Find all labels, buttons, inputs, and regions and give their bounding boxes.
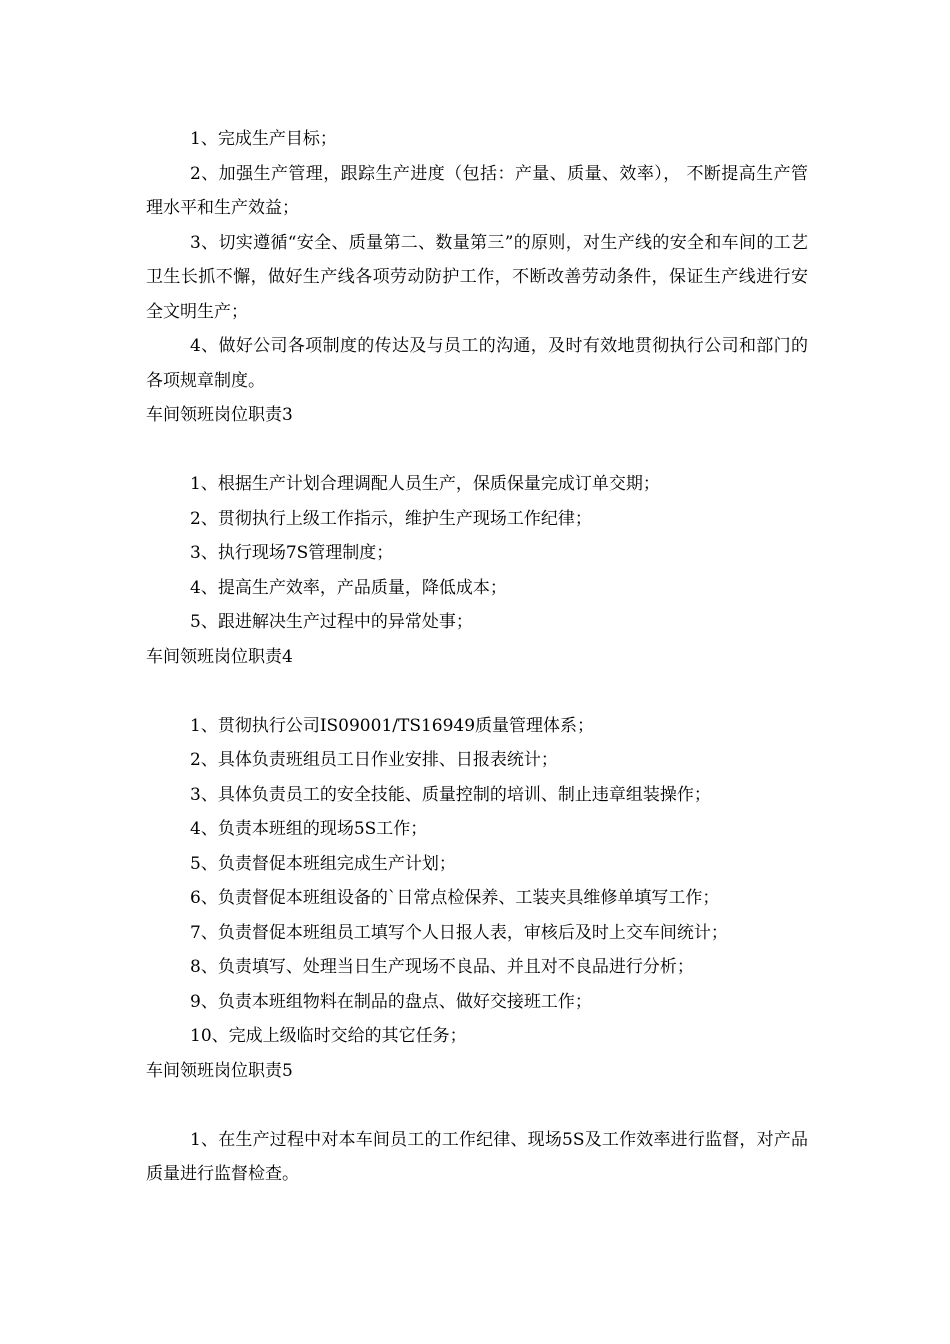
duty-item: 10、完成上级临时交给的其它任务； [190, 1026, 467, 1046]
duty-item: 4、提高生产效率，产品质量，降低成本； [190, 577, 507, 598]
duty-item: 5、跟进解决生产过程中的异常处事； [190, 612, 473, 632]
duty-item: 9、负责本班组物料在制品的盘点、做好交接班工作； [190, 991, 592, 1012]
duty-item: 3、切实遵循“安全、质量第二、数量第三”的原则，对生产线的安全和车间的工艺卫生长抓不懈，做好生产线各项劳动防护工作，不断改善劳动条件，保证生产线进行安全文明生产； [146, 232, 808, 322]
section-heading: 车间领班岗位职责3 [146, 405, 293, 425]
blank-line [146, 1088, 808, 1123]
duty-item: 1、根据生产计划合理调配人员生产，保质保量完成订单交期； [190, 474, 660, 494]
blank-line [146, 433, 808, 468]
duty-item: 3、具体负责员工的安全技能、质量控制的培训、制止违章组装操作； [190, 784, 711, 805]
section-heading: 车间领班岗位职责5 [146, 1060, 293, 1081]
duty-item: 1、在生产过程中对本车间员工的工作纪律、现场5S及工作效率进行监督，对产品质量进行监督检查。 [146, 1129, 808, 1184]
duty-item: 1、贯彻执行公司IS09001/TS16949质量管理体系； [190, 715, 595, 736]
blank-line [146, 674, 808, 709]
duty-item: 5、负责督促本班组完成生产计划； [190, 853, 456, 874]
duty-item: 8、负责填写、处理当日生产现场不良品、并且对不良品进行分析； [190, 957, 694, 977]
section-heading: 车间领班岗位职责4 [146, 646, 293, 667]
duty-item: 1、完成生产目标； [190, 129, 337, 149]
duty-item: 6、负责督促本班组设备的`日常点检保养、工装夹具维修单填写工作； [190, 888, 720, 908]
duty-item: 2、具体负责班组员工日作业安排、日报表统计； [190, 750, 558, 770]
duty-item: 3、执行现场7S管理制度； [190, 543, 394, 563]
duty-item: 2、加强生产管理，跟踪生产进度（包括：产量、质量、效率）， 不断提高生产管理水平和生产效益； [146, 163, 808, 218]
duty-item: 4、负责本班组的现场5S工作； [190, 819, 428, 839]
document-body [146, 122, 808, 1192]
duty-item: 7、负责督促本班组员工填写个人日报人表，审核后及时上交车间统计； [190, 922, 728, 943]
duty-item: 4、做好公司各项制度的传达及与员工的沟通，及时有效地贯彻执行公司和部门的各项规章制度。 [146, 336, 808, 391]
duty-item: 2、贯彻执行上级工作指示，维护生产现场工作纪律； [190, 508, 592, 529]
